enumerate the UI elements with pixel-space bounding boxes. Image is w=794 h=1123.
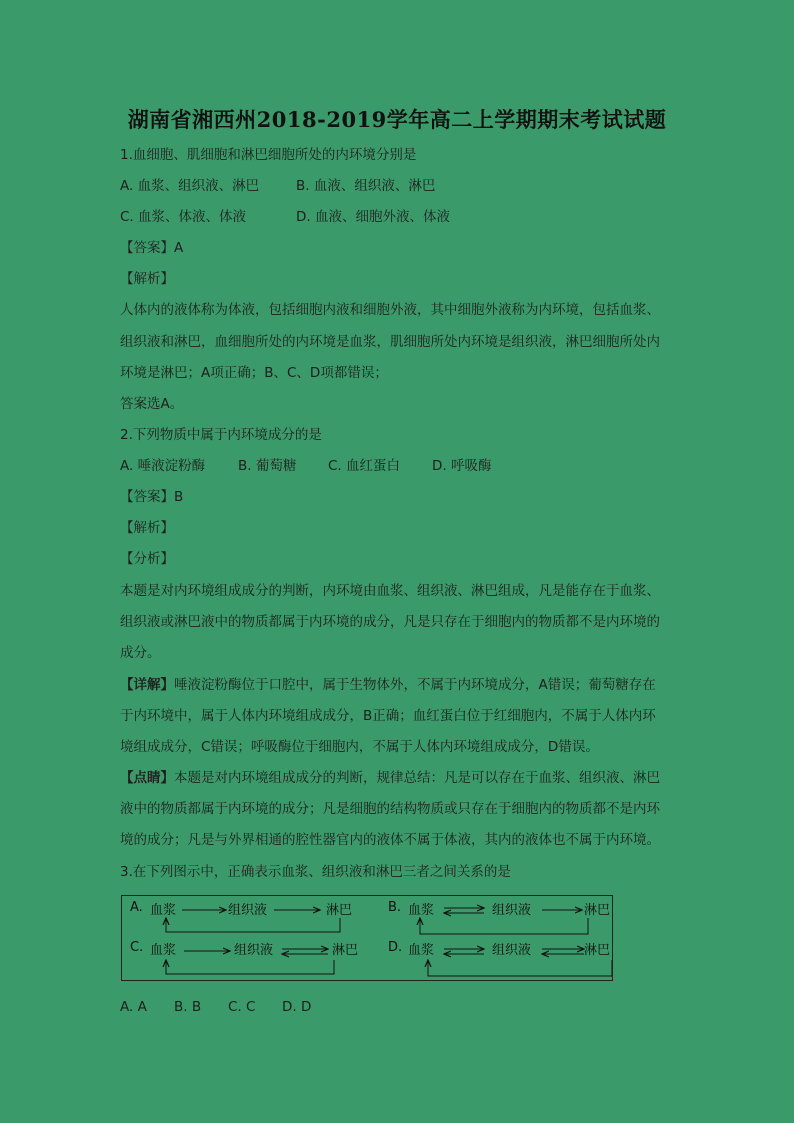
diagram-a-tissue: 组织液 (228, 903, 268, 918)
q3-stem: 3.在下列图示中，正确表示血浆、组织液和淋巴三者之间关系的是 (120, 864, 511, 880)
q2-xiangjie-line: 境组成成分，C错误；呼吸酶位于细胞内，不属于人体内环境组成成分，D错误。 (120, 739, 599, 755)
q2-fenxi-label: 【分析】 (120, 551, 174, 567)
q3-diagram-figure (121, 895, 613, 981)
diagram-c-tissue: 组织液 (234, 943, 274, 958)
diagram-b-letter: B. (388, 900, 402, 915)
q1-answer: 【答案】A (120, 240, 184, 256)
diagram-a-plasma: 血浆 (150, 903, 177, 918)
diagram-b-tissue: 组织液 (492, 903, 532, 918)
q2-fenxi-line: 成分。 (120, 645, 161, 661)
q2-dianjing-line: 液中的物质都属于内环境的成分；凡是细胞的结构物质或只存在于细胞内的物质都不是内环 (120, 801, 660, 817)
q1-stem: 1.血细胞、肌细胞和淋巴细胞所处的内环境分别是 (120, 147, 417, 163)
q1-option-c: C. 血浆、体液、体液 (120, 209, 247, 225)
diagram-d-plasma: 血浆 (408, 943, 435, 958)
q2-xiangjie-text: 唾液淀粉酶位于口腔中，属于生物体外，不属于内环境成分，A错误；葡萄糖存在 (174, 677, 656, 693)
q1-conclusion: 答案选A。 (120, 396, 184, 412)
q1-options-row1 (120, 177, 435, 195)
q2-fenxi-line: 本题是对内环境组成成分的判断，内环境由血浆、组织液、淋巴组成，凡是能存在于血浆、 (120, 583, 660, 599)
q2-options-row (120, 457, 491, 475)
q2-option-a: A. 唾液淀粉酶 (120, 458, 206, 474)
q2-dianjing-line (120, 769, 660, 787)
q2-xiangjie-line (120, 676, 656, 694)
q3-option-a: A. A (120, 999, 147, 1015)
diagram-d-tissue: 组织液 (492, 943, 532, 958)
page-title: 湖南省湘西州2018-2019学年高二上学期期末考试试题 (127, 107, 667, 132)
q3-option-d: D. D (282, 999, 312, 1015)
q3-diagram-arrows (122, 896, 612, 980)
q1-analysis-line: 环境是淋巴；A项正确；B、C、D项都错误； (120, 365, 388, 381)
q2-option-d: D. 呼吸酶 (432, 458, 492, 474)
q1-analysis-line: 人体内的液体称为体液，包括细胞内液和细胞外液，其中细胞外液称为内环境，包括血浆、 (120, 302, 660, 318)
diagram-c-plasma: 血浆 (150, 943, 177, 958)
q3-options-row (120, 998, 311, 1016)
q1-option-d: D. 血液、细胞外液、体液 (296, 209, 450, 225)
q2-xiangjie-line: 于内环境中，属于人体内环境组成成分，B正确；血红蛋白位于红细胞内，不属于人体内环 (120, 708, 656, 724)
q1-option-b: B. 血液、组织液、淋巴 (296, 178, 436, 194)
q1-option-a: A. 血浆、组织液、淋巴 (120, 178, 260, 194)
diagram-b-lymph: 淋巴 (584, 903, 611, 918)
q3-option-c: C. C (228, 999, 256, 1015)
q2-option-b: B. 葡萄糖 (238, 458, 297, 474)
q2-analysis-label: 【解析】 (120, 520, 174, 536)
q2-dianjing-label: 【点睛】 (120, 770, 174, 786)
q2-answer: 【答案】B (120, 489, 184, 505)
diagram-a-lymph: 淋巴 (326, 903, 353, 918)
q1-analysis-line: 组织液和淋巴，血细胞所处的内环境是血浆，肌细胞所处内环境是组织液，淋巴细胞所处内 (120, 334, 660, 350)
q2-dianjing-text: 本题是对内环境组成成分的判断，规律总结：凡是可以存在于血浆、组织液、淋巴 (174, 770, 660, 786)
q2-stem: 2.下列物质中属于内环境成分的是 (120, 427, 322, 443)
q2-option-c: C. 血红蛋白 (328, 458, 401, 474)
diagram-c-letter: C. (130, 940, 144, 955)
q2-fenxi-line: 组织液或淋巴液中的物质都属于内环境的成分，凡是只存在于细胞内的物质都不是内环境的 (120, 614, 660, 630)
diagram-b-plasma: 血浆 (408, 903, 435, 918)
diagram-d-letter: D. (388, 940, 403, 955)
q1-analysis-label: 【解析】 (120, 271, 174, 287)
q3-option-b: B. B (174, 999, 202, 1015)
q2-dianjing-line: 境的成分；凡是与外界相通的腔性器官内的液体不属于体液，其内的液体也不属于内环境。 (120, 832, 660, 848)
q1-options-row2 (120, 208, 450, 226)
q2-xiangjie-label: 【详解】 (120, 677, 174, 693)
diagram-d-lymph: 淋巴 (584, 943, 611, 958)
diagram-c-lymph: 淋巴 (332, 943, 359, 958)
diagram-a-letter: A. (130, 900, 143, 915)
